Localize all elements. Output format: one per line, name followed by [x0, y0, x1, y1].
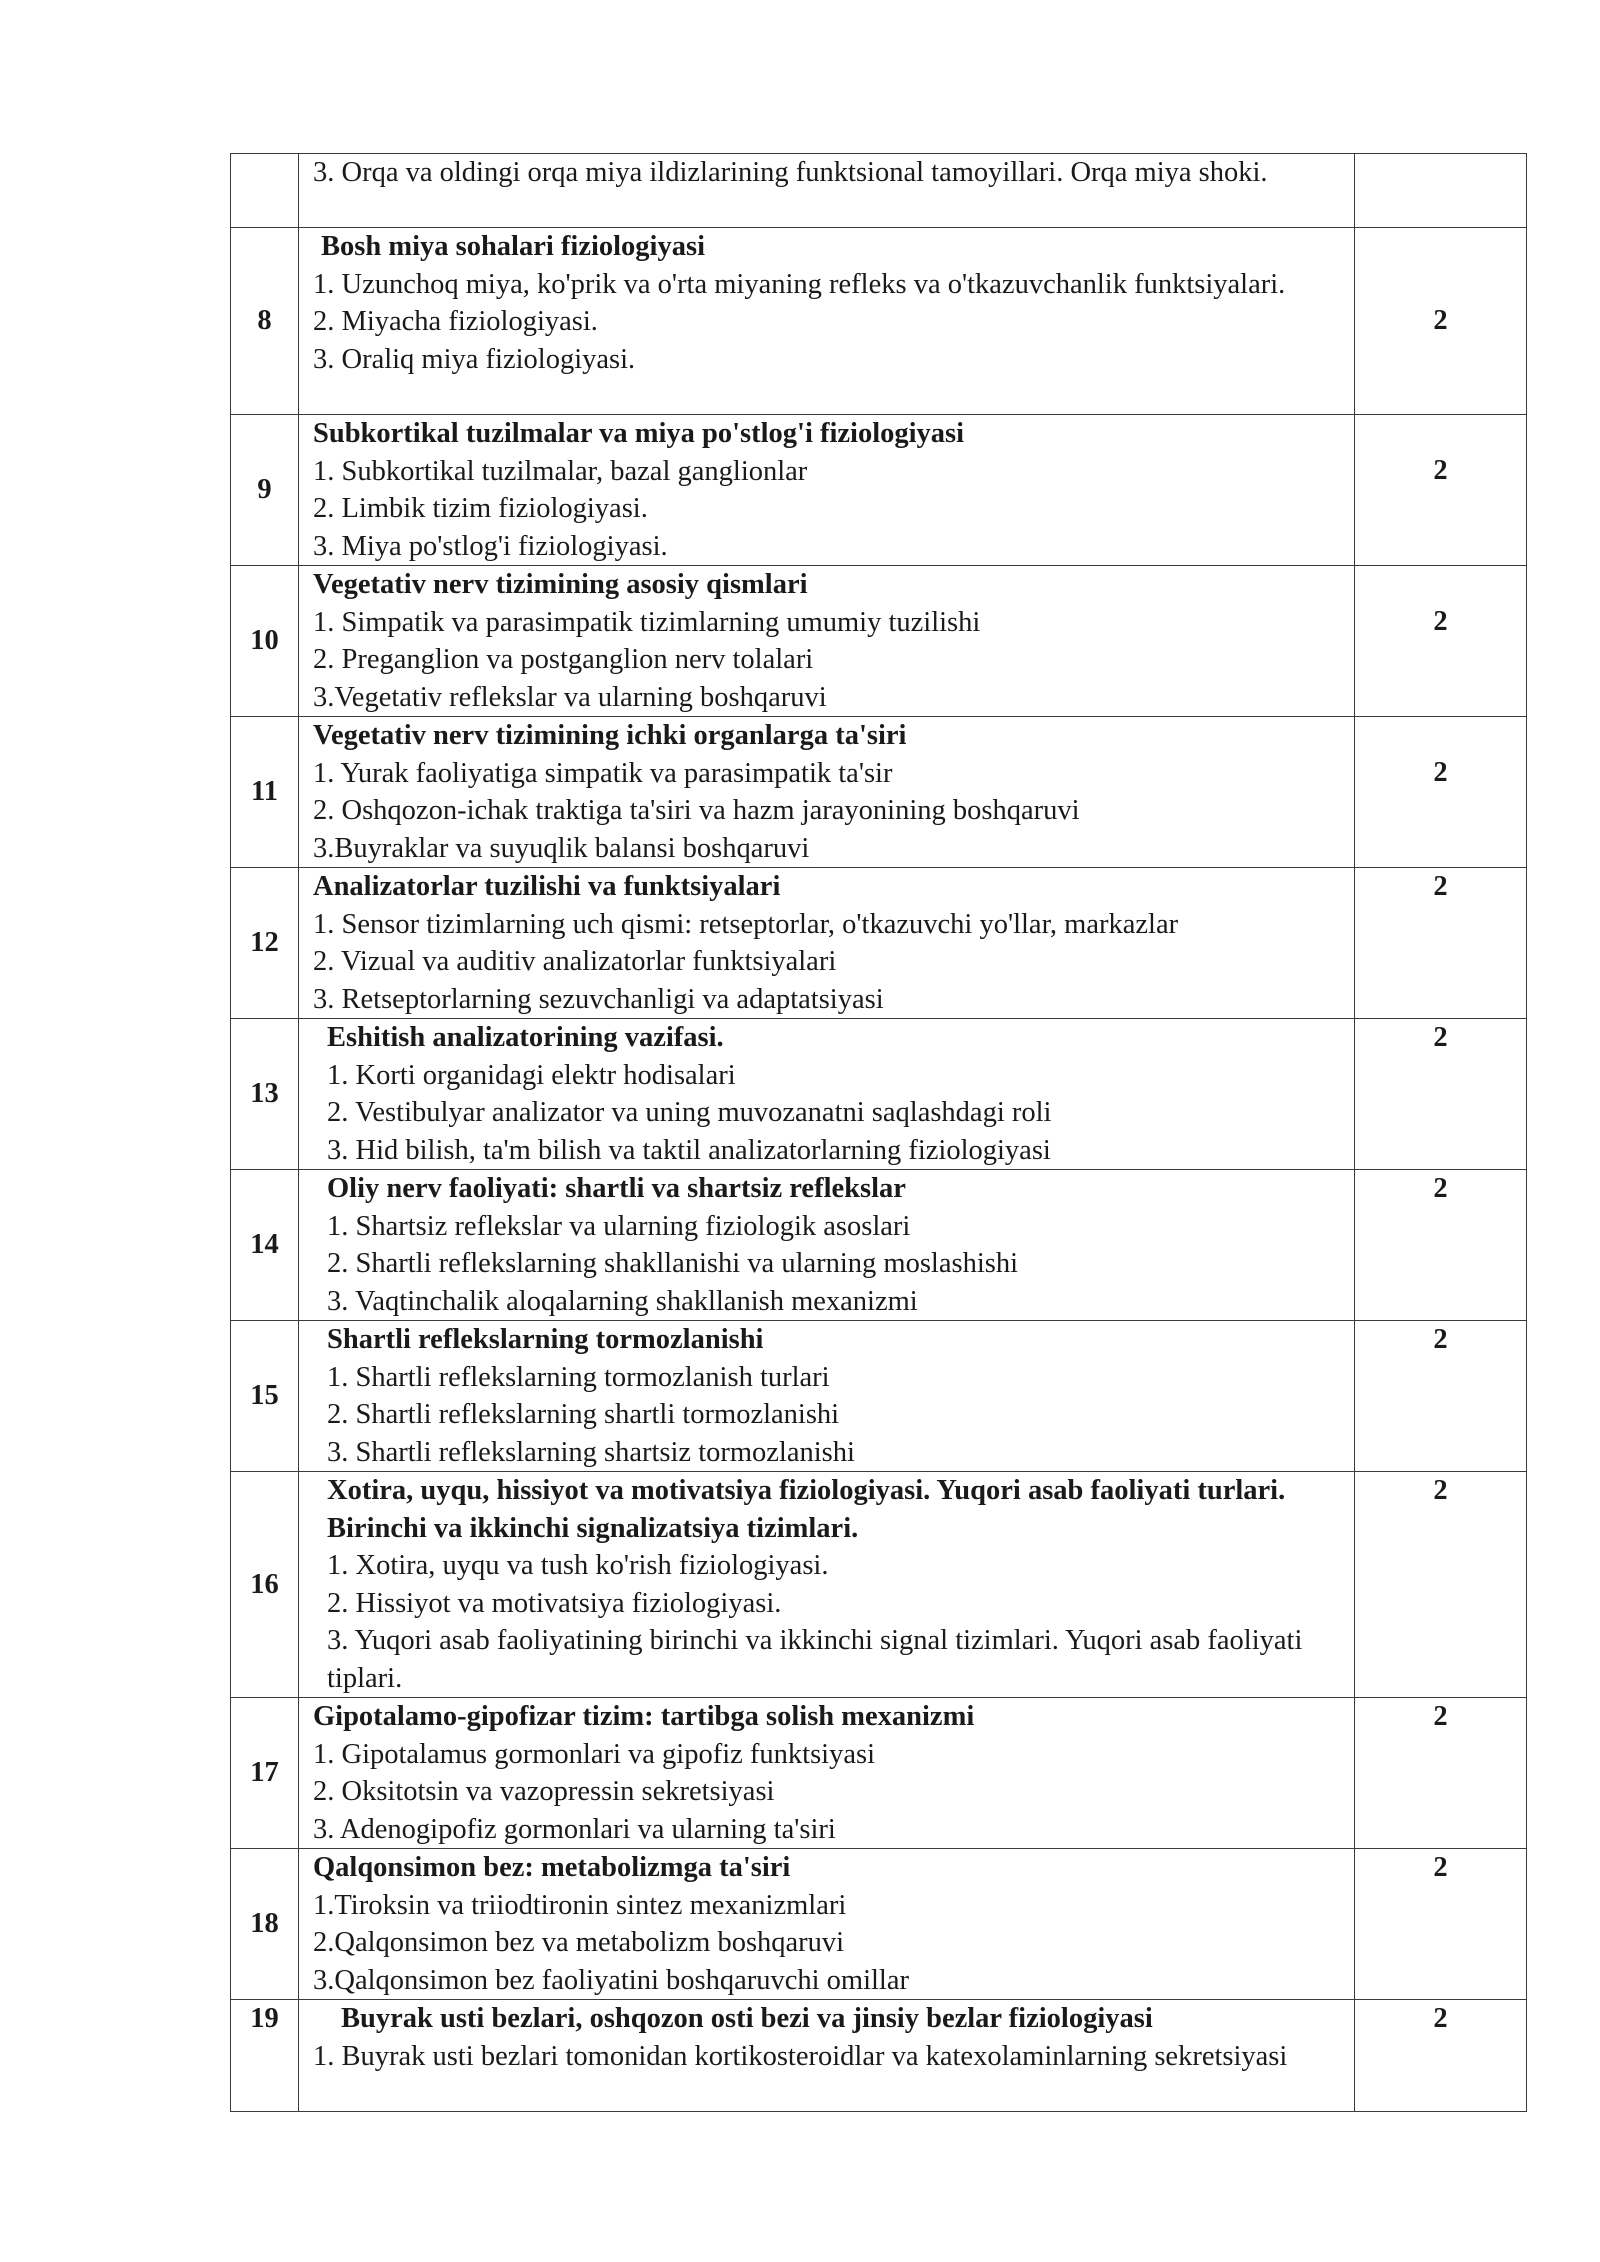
subtopic-item: 2. Hissiyot va motivatsiya fiziologiyasi. — [327, 1587, 782, 1619]
topic-title: Qalqonsimon bez: metabolizmga ta'siri — [313, 1852, 791, 1883]
topic-cell — [299, 566, 1355, 717]
subtopic-item: 3. Retseptorlarning sezuvchanligi va adaptatsiyasi — [313, 983, 884, 1015]
topic-title: Subkortikal tuzilmalar va miya po'stlog'i fiziologiyasi — [313, 418, 965, 449]
row-number: 9 — [231, 415, 299, 566]
table-row — [231, 228, 1527, 415]
table-row — [231, 415, 1527, 566]
topic-cell — [299, 1321, 1355, 1472]
subtopic-item: 3. Shartli reflekslarning shartsiz tormozlanishi — [327, 1436, 855, 1468]
hours-cell: 2 — [1355, 228, 1527, 415]
subtopic-item: 1. Gipotalamus gormonlari va gipofiz funktsiyasi — [313, 1738, 875, 1770]
table-row — [231, 1849, 1527, 2000]
row-number: 10 — [231, 566, 299, 717]
subtopic-item: 1. Xotira, uyqu va tush ko'rish fiziologiyasi. — [327, 1550, 829, 1581]
table-row — [231, 566, 1527, 717]
subtopic-item: 3.Buyraklar va suyuqlik balansi boshqaruvi — [313, 832, 810, 864]
table-row — [231, 1019, 1527, 1170]
row-number: 12 — [231, 868, 299, 1019]
hours-cell: 2 — [1355, 1849, 1527, 2000]
table-row — [231, 154, 1527, 228]
topic-title: Gipotalamo-gipofizar tizim: tartibga solish mexanizmi — [313, 1701, 975, 1732]
subtopic-item: 2. Vestibulyar analizator va uning muvozanatni saqlashdagi roli — [327, 1097, 1052, 1128]
subtopic-item: 3. Miya po'stlog'i fiziologiyasi. — [313, 530, 668, 562]
subtopic-item: 3. Yuqori asab faoliyatining birinchi va ikkinchi signal tizimlari. Yuqori asab faoliyati tiplari. — [327, 1625, 1303, 1694]
topic-title: Vegetativ nerv tizimining ichki organlarga ta'siri — [313, 720, 907, 751]
subtopic-item: 3.Vegetativ reflekslar va ularning boshqaruvi — [313, 681, 827, 713]
subtopic-item: 1. Sensor tizimlarning uch qismi: retseptorlar, o'tkazuvchi yo'llar, markazlar — [313, 908, 1179, 940]
topic-cell — [299, 1849, 1355, 2000]
subtopic-item: 2. Shartli reflekslarning shartli tormozlanishi — [327, 1399, 840, 1430]
hours-cell: 2 — [1355, 868, 1527, 1019]
topic-cell — [299, 868, 1355, 1019]
topic-title: Oliy nerv faoliyati: shartli va shartsiz reflekslar — [327, 1173, 906, 1204]
subtopic-item: 1. Shartsiz reflekslar va ularning fiziologik asoslari — [327, 1210, 911, 1242]
topic-cell — [299, 1472, 1355, 1698]
subtopic-item: 2. Oshqozon-ichak traktiga ta'siri va hazm jarayonining boshqaruvi — [313, 795, 1080, 826]
subtopic-item: 3. Orqa va oldingi orqa miya ildizlarining funktsional tamoyillari. Orqa miya shoki. — [313, 157, 1268, 188]
hours-cell: 2 — [1355, 2000, 1527, 2112]
subtopic-item: 3. Adenogipofiz gormonlari va ularning ta'siri — [313, 1813, 836, 1845]
hours-cell: 2 — [1355, 566, 1527, 717]
subtopic-item: 2. Oksitotsin va vazopressin sekretsiyasi — [313, 1776, 775, 1807]
topic-title: Buyrak usti bezlari, oshqozon osti bezi va jinsiy bezlar fiziologiyasi — [341, 2003, 1153, 2034]
hours-cell: 2 — [1355, 717, 1527, 868]
table-row — [231, 868, 1527, 1019]
subtopic-item: 2. Limbik tizim fiziologiyasi. — [313, 493, 648, 524]
subtopic-item: 1. Yurak faoliyatiga simpatik va parasimpatik ta'sir — [313, 757, 893, 789]
row-number: 13 — [231, 1019, 299, 1170]
subtopic-item: 1. Subkortikal tuzilmalar, bazal ganglionlar — [313, 455, 808, 487]
table-row — [231, 2000, 1527, 2112]
table-row — [231, 717, 1527, 868]
hours-cell: 2 — [1355, 1170, 1527, 1321]
row-number: 11 — [231, 717, 299, 868]
row-number: 18 — [231, 1849, 299, 2000]
subtopic-item: 2.Qalqonsimon bez va metabolizm boshqaruvi — [313, 1927, 845, 1958]
subtopic-item: 3.Qalqonsimon bez faoliyatini boshqaruvchi omillar — [313, 1964, 909, 1996]
table-row — [231, 1321, 1527, 1472]
topic-cell — [299, 1019, 1355, 1170]
topic-title: Eshitish analizatorining vazifasi. — [327, 1022, 724, 1053]
topic-title: Bosh miya sohalari fiziologiyasi — [321, 231, 705, 262]
subtopic-item: 2. Miyacha fiziologiyasi. — [313, 306, 598, 337]
topic-title: Vegetativ nerv tizimining asosiy qismlari — [313, 569, 808, 600]
subtopic-item: 1.Tiroksin va triiodtironin sintez mexanizmlari — [313, 1889, 847, 1921]
subtopic-item: 1. Simpatik va parasimpatik tizimlarning umumiy tuzilishi — [313, 606, 981, 638]
topic-title: Xotira, uyqu, hissiyot va motivatsiya fiziologiyasi. Yuqori asab faoliyati turlari. Birinchi va ikkinchi signalizatsiya tizimlari. — [327, 1475, 1286, 1544]
table-row — [231, 1170, 1527, 1321]
hours-cell: 2 — [1355, 1019, 1527, 1170]
subtopic-item: 1. Buyrak usti bezlari tomonidan kortikosteroidlar va katexolaminlarning sekretsiyasi — [313, 2040, 1288, 2072]
subtopic-item: 1. Korti organidagi elektr hodisalari — [327, 1059, 736, 1091]
hours-cell: 2 — [1355, 1321, 1527, 1472]
subtopic-item: 1. Shartli reflekslarning tormozlanish turlari — [327, 1361, 830, 1393]
row-number: 19 — [231, 2000, 299, 2112]
hours-cell — [1355, 154, 1527, 228]
topic-title: Analizatorlar tuzilishi va funktsiyalari — [313, 871, 781, 902]
subtopic-item: 3. Hid bilish, ta'm bilish va taktil analizatorlarning fiziologiyasi — [327, 1134, 1051, 1166]
topic-cell — [299, 228, 1355, 415]
hours-cell: 2 — [1355, 1472, 1527, 1698]
row-number: 15 — [231, 1321, 299, 1472]
subtopic-item: 2. Shartli reflekslarning shakllanishi va ularning moslashishi — [327, 1248, 1019, 1279]
topic-cell — [299, 1170, 1355, 1321]
topic-cell — [299, 2000, 1355, 2112]
table-row — [231, 1472, 1527, 1698]
topic-cell — [299, 415, 1355, 566]
row-number: 17 — [231, 1698, 299, 1849]
row-number: 16 — [231, 1472, 299, 1698]
topic-title: Shartli reflekslarning tormozlanishi — [327, 1324, 764, 1355]
table-row — [231, 1698, 1527, 1849]
syllabus-table — [230, 153, 1527, 2112]
topic-cell — [299, 1698, 1355, 1849]
hours-cell: 2 — [1355, 1698, 1527, 1849]
topic-cell — [299, 154, 1355, 228]
topic-cell — [299, 717, 1355, 868]
subtopic-item: 3. Oraliq miya fiziologiyasi. — [313, 343, 636, 375]
hours-cell: 2 — [1355, 415, 1527, 566]
subtopic-item: 1. Uzunchoq miya, ko'prik va o'rta miyaning refleks va o'tkazuvchanlik funktsiyalari. — [313, 268, 1286, 300]
subtopic-item: 2. Vizual va auditiv analizatorlar funktsiyalari — [313, 946, 837, 977]
subtopic-item: 3. Vaqtinchalik aloqalarning shakllanish mexanizmi — [327, 1285, 918, 1317]
row-number: 14 — [231, 1170, 299, 1321]
row-number — [231, 154, 299, 228]
subtopic-item: 2. Preganglion va postganglion nerv tolalari — [313, 644, 814, 675]
row-number: 8 — [231, 228, 299, 415]
